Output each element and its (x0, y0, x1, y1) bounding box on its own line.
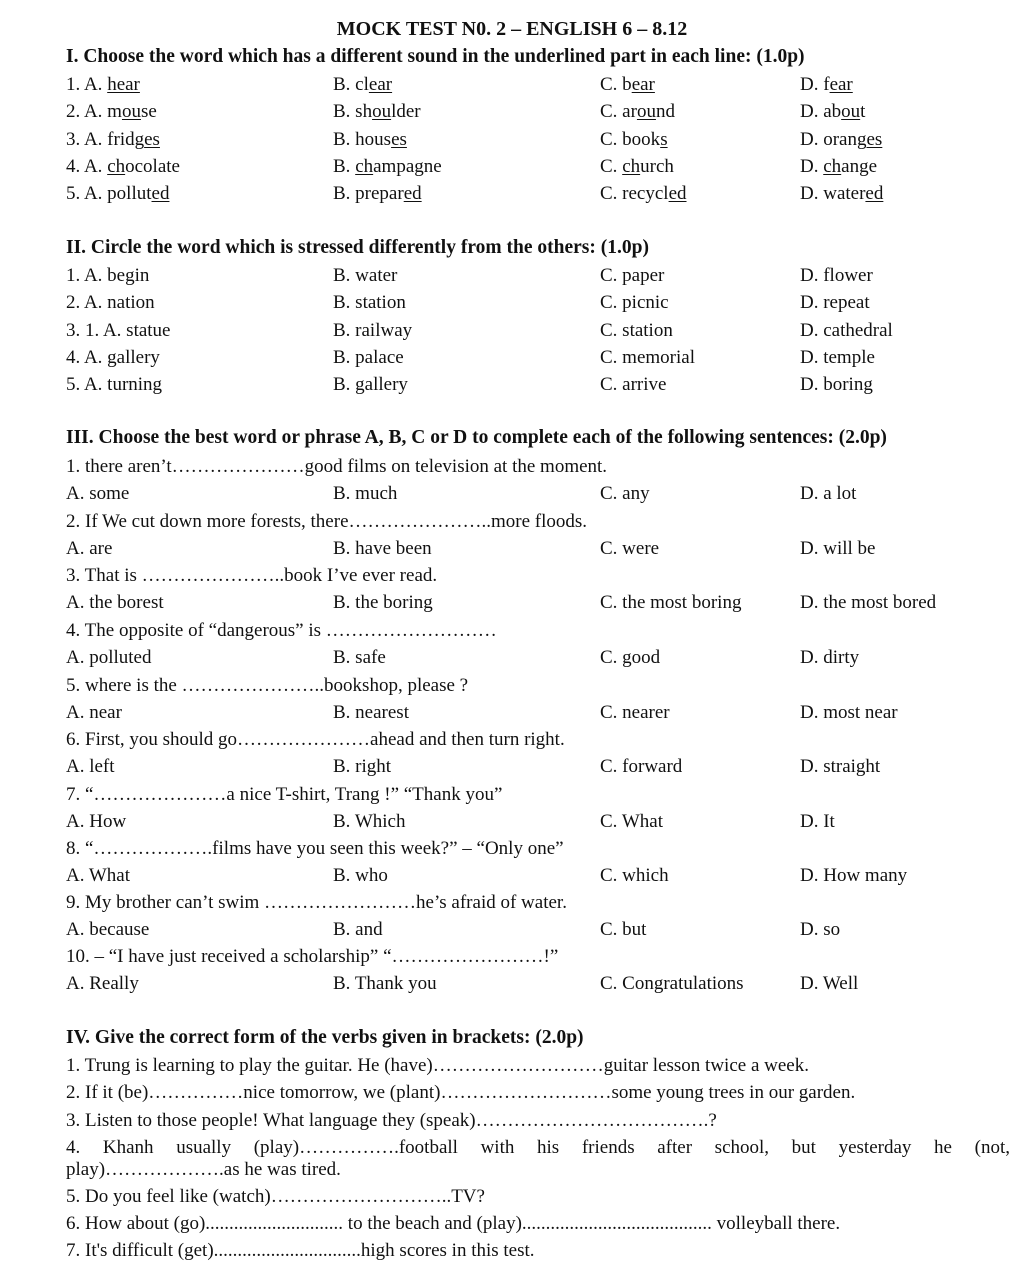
part3-option: D. It (800, 811, 835, 832)
part3-option: C. Congratulations (600, 973, 744, 994)
part3-option: A. left (66, 756, 115, 777)
part4-line: 3. Listen to those people! What language they (speak)……………………………….? (66, 1110, 717, 1131)
part3-option: A. some (66, 483, 130, 504)
underlined-part: ed (403, 183, 422, 204)
part3-option: D. How many (800, 865, 908, 886)
part3-option: B. Thank you (333, 973, 437, 994)
part3-question: 4. The opposite of “dangerous” is ……………………… (66, 620, 497, 641)
underlined-part: ch (622, 156, 641, 177)
part3-question: 3. That is …………………..book I’ve ever read. (66, 565, 438, 586)
underlined-part: ear (631, 74, 655, 95)
part3-option: B. nearest (333, 702, 409, 723)
part3-option: D. Well (800, 973, 859, 994)
part3-option: A. the borest (66, 592, 164, 613)
part4-line: 1. Trung is learning to play the guitar. He (have)………………………guitar lesson twice a week. (66, 1055, 809, 1076)
part2-option: D. repeat (800, 292, 870, 313)
part2-option: 5. A. turning (66, 374, 163, 395)
part4-line: play)……………….as he was tired. (66, 1159, 341, 1180)
part1-option: D. fear (800, 74, 853, 95)
part1-option: B. houses (333, 129, 407, 150)
part3-option: B. have been (333, 538, 432, 559)
part3-option: C. nearer (600, 702, 670, 723)
part3-option: D. a lot (800, 483, 857, 504)
part3-option: C. but (600, 919, 647, 940)
part4-line: 7. It's difficult (get)...............................high scores in this test. (66, 1240, 535, 1261)
part2-option: B. gallery (333, 374, 408, 395)
part3-option: B. and (333, 919, 383, 940)
part2-option: C. arrive (600, 374, 667, 395)
part2-option: B. palace (333, 347, 404, 368)
part3-option: C. good (600, 647, 661, 668)
part3-option: B. who (333, 865, 388, 886)
part4-line: 5. Do you feel like (watch)………………………..TV? (66, 1186, 485, 1207)
part3-option: D. straight (800, 756, 881, 777)
part3-question: 8. “……………….films have you seen this week?” – “Only one” (66, 838, 564, 859)
page-title: MOCK TEST N0. 2 – ENGLISH 6 – 8.12 (336, 18, 688, 40)
part2-option: B. railway (333, 320, 413, 341)
part2-option: C. picnic (600, 292, 669, 313)
part1-option: B. clear (333, 74, 393, 95)
part2-option: 1. A. begin (66, 265, 150, 286)
part2-option: C. memorial (600, 347, 695, 368)
part2-heading: II. Circle the word which is stressed differently from the others: (1.0p) (66, 237, 649, 258)
part4-line: 2. If it (be)……………nice tomorrow, we (plant)………………………some young trees in our garden. (66, 1082, 856, 1103)
part3-option: B. much (333, 483, 398, 504)
part3-question: 6. First, you should go…………………ahead and then turn right. (66, 729, 565, 750)
part1-option: B. prepared (333, 183, 422, 204)
part3-question: 1. there aren’t…………………good films on television at the moment. (66, 456, 608, 477)
part3-option: C. were (600, 538, 660, 559)
underlined-part: hear (107, 74, 140, 95)
part2-option: C. station (600, 320, 673, 341)
underlined-part: es (866, 129, 883, 150)
underlined-part: ch (355, 156, 374, 177)
part1-option: B. shoulder (333, 101, 421, 122)
part3-heading: III. Choose the best word or phrase A, B, C or D to complete each of the following sentences: (2.0p) (66, 427, 887, 448)
part2-option: C. paper (600, 265, 665, 286)
part1-option: D. change (800, 156, 878, 177)
part3-option: A. Really (66, 973, 139, 994)
part3-option: A. polluted (66, 647, 152, 668)
underlined-part: ear (829, 74, 853, 95)
part1-option: 2. A. mouse (66, 101, 157, 122)
underlined-part: ear (368, 74, 393, 95)
part3-option: A. near (66, 702, 122, 723)
part3-option: C. which (600, 865, 669, 886)
part3-option: C. any (600, 483, 650, 504)
part3-option: C. What (600, 811, 663, 832)
part1-option: B. champagne (333, 156, 442, 177)
part3-question: 5. where is the …………………..bookshop, please ? (66, 675, 469, 696)
part1-option: 5. A. polluted (66, 183, 170, 204)
part3-option: A. are (66, 538, 113, 559)
part3-option: C. forward (600, 756, 683, 777)
part3-option: D. dirty (800, 647, 860, 668)
part2-option: B. water (333, 265, 398, 286)
part3-option: A. because (66, 919, 150, 940)
underlined-part: ou (121, 101, 141, 122)
part3-option: C. the most boring (600, 592, 742, 613)
part1-option: D. about (800, 101, 866, 122)
part1-option: D. oranges (800, 129, 883, 150)
part2-option: 4. A. gallery (66, 347, 160, 368)
part2-option: 2. A. nation (66, 292, 155, 313)
part3-question: 7. “…………………a nice T-shirt, Trang !” “Thank you” (66, 784, 503, 805)
underlined-part: ou (372, 101, 392, 122)
underlined-part: es (391, 129, 407, 150)
part1-option: 4. A. chocolate (66, 156, 180, 177)
underlined-part: ed (865, 183, 884, 204)
underlined-part: s (660, 129, 668, 150)
underlined-part: ch (107, 156, 126, 177)
part3-option: B. right (333, 756, 392, 777)
part4-line: 4. Khanh usually (play)…………….football with his friends after school, but yesterday he (not, (66, 1137, 1010, 1158)
part3-option: D. will be (800, 538, 876, 559)
part3-question: 9. My brother can’t swim ……………………he’s afraid of water. (66, 892, 567, 913)
part3-question: 2. If We cut down more forests, there…………………..more floods. (66, 511, 588, 532)
part1-option: 1. A. hear (66, 74, 140, 95)
part1-option: C. bear (600, 74, 655, 95)
underlined-part: ou (841, 101, 861, 122)
part2-option: D. temple (800, 347, 875, 368)
part3-option: D. so (800, 919, 841, 940)
part2-option: D. cathedral (800, 320, 893, 341)
part2-option: 3. 1. A. statue (66, 320, 171, 341)
part2-option: B. station (333, 292, 406, 313)
part1-option: C. books (600, 129, 668, 150)
part1-option: D. watered (800, 183, 884, 204)
part3-option: D. the most bored (800, 592, 937, 613)
part2-option: D. flower (800, 265, 873, 286)
part3-option: A. How (66, 811, 127, 832)
part3-option: A. What (66, 865, 131, 886)
part3-option: B. Which (333, 811, 406, 832)
part3-question: 10. – “I have just received a scholarship” “……………………!” (66, 946, 559, 967)
part4-heading: IV. Give the correct form of the verbs given in brackets: (2.0p) (66, 1027, 584, 1048)
part3-option: B. safe (333, 647, 386, 668)
part3-option: B. the boring (333, 592, 433, 613)
part1-option: C. around (600, 101, 675, 122)
part1-heading: I. Choose the word which has a different sound in the underlined part in each line: (1.0p) (66, 46, 805, 67)
part2-option: D. boring (800, 374, 873, 395)
underlined-part: ch (823, 156, 842, 177)
part1-option: C. recycled (600, 183, 687, 204)
underlined-part: ed (668, 183, 687, 204)
part4-line: 6. How about (go)............................. to the beach and (play)........................................ volleyball there. (66, 1213, 841, 1234)
underlined-part: ou (636, 101, 656, 122)
part1-option: 3. A. fridges (66, 129, 160, 150)
part1-option: C. church (600, 156, 674, 177)
underlined-part: ed (151, 183, 170, 204)
underlined-part: es (144, 129, 160, 150)
part3-option: D. most near (800, 702, 898, 723)
